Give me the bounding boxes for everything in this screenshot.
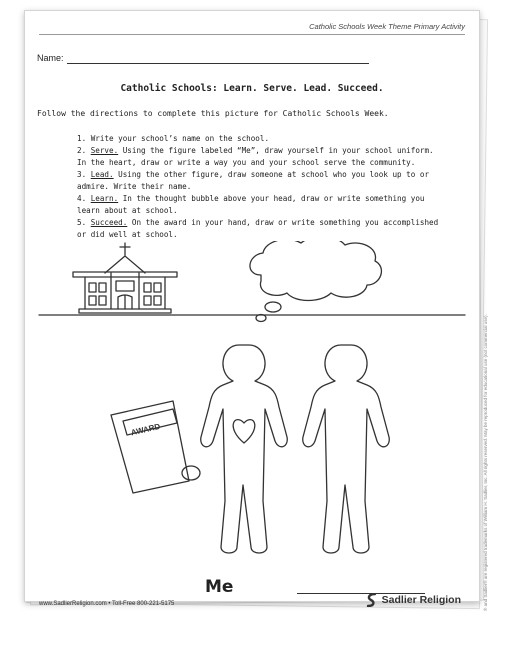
school-building-icon [73,243,177,313]
step-3-text: Using the other figure, draw someone at school who you look up to or [113,170,430,179]
activity-drawing [25,241,479,581]
name-label: Name: [37,53,64,63]
step-4-continued [77,205,437,217]
step-2-continued [77,157,437,169]
heart-icon [233,420,255,443]
sadlier-logo [366,593,461,607]
step-4 [77,193,437,205]
award-label: AWARD [130,421,162,438]
award-certificate-icon [111,401,200,493]
step-1-text: 1. Write your school’s name on the school. [77,134,270,143]
thought-bubble-icon [250,241,381,322]
me-figure [201,345,288,553]
school-door-icon [118,295,132,309]
step-3-number: 3. [77,170,91,179]
step-4-text-continued: learn about at school. [77,206,178,215]
worksheet-page [24,10,488,611]
step-4-number: 4. [77,194,91,203]
brand-name: Sadlier Religion [381,594,461,606]
me-label: Me [205,577,234,597]
step-5-text-continued: or did well at school. [77,230,178,239]
step-3-keyword: Lead. [90,170,114,179]
step-5-text: On the award in your hand, draw or write something you accomplished [127,218,439,227]
header-rule [39,34,465,35]
step-5 [77,217,437,229]
admired-person-figure [303,345,390,553]
step-5-continued [77,229,437,241]
copyright-side-note: ® and Sadlier® are registered trademarks of William H. Sadlier, Inc. All rights reserved. May be reproduced for educational use (not commercial use). [483,314,488,611]
step-2-keyword: Serve. [90,146,119,155]
intro-text: Follow the directions to complete this picture for Catholic Schools Week. [37,109,389,118]
directions-list [77,133,437,241]
step-2-text-continued: In the heart, draw or write a way you and your school serve the community. [77,158,416,167]
step-5-number: 5. [77,218,91,227]
step-2-text: Using the figure labeled “Me”, draw yourself in your school uniform. [118,146,434,155]
school-cross-icon [120,243,130,255]
footer-website: www.SadlierReligion.com • Toll-Free 800-221-5175 [39,601,175,607]
step-3-text-continued: admire. Write their name. [77,182,192,191]
name-line [67,63,369,64]
step-5-keyword: Succeed. [90,218,128,227]
step-3 [77,169,437,181]
page-title: Catholic Schools: Learn. Serve. Lead. Succeed. [120,83,384,94]
sadlier-logo-icon [366,593,378,607]
step-2 [77,145,437,157]
step-3-continued [77,181,437,193]
step-2-number: 2. [77,146,91,155]
header-title: Catholic Schools Week Theme Primary Activity [309,22,465,31]
step-1 [77,133,437,145]
step-4-keyword: Learn. [90,194,119,203]
step-4-text: In the thought bubble above your head, draw or write something you [118,194,425,203]
